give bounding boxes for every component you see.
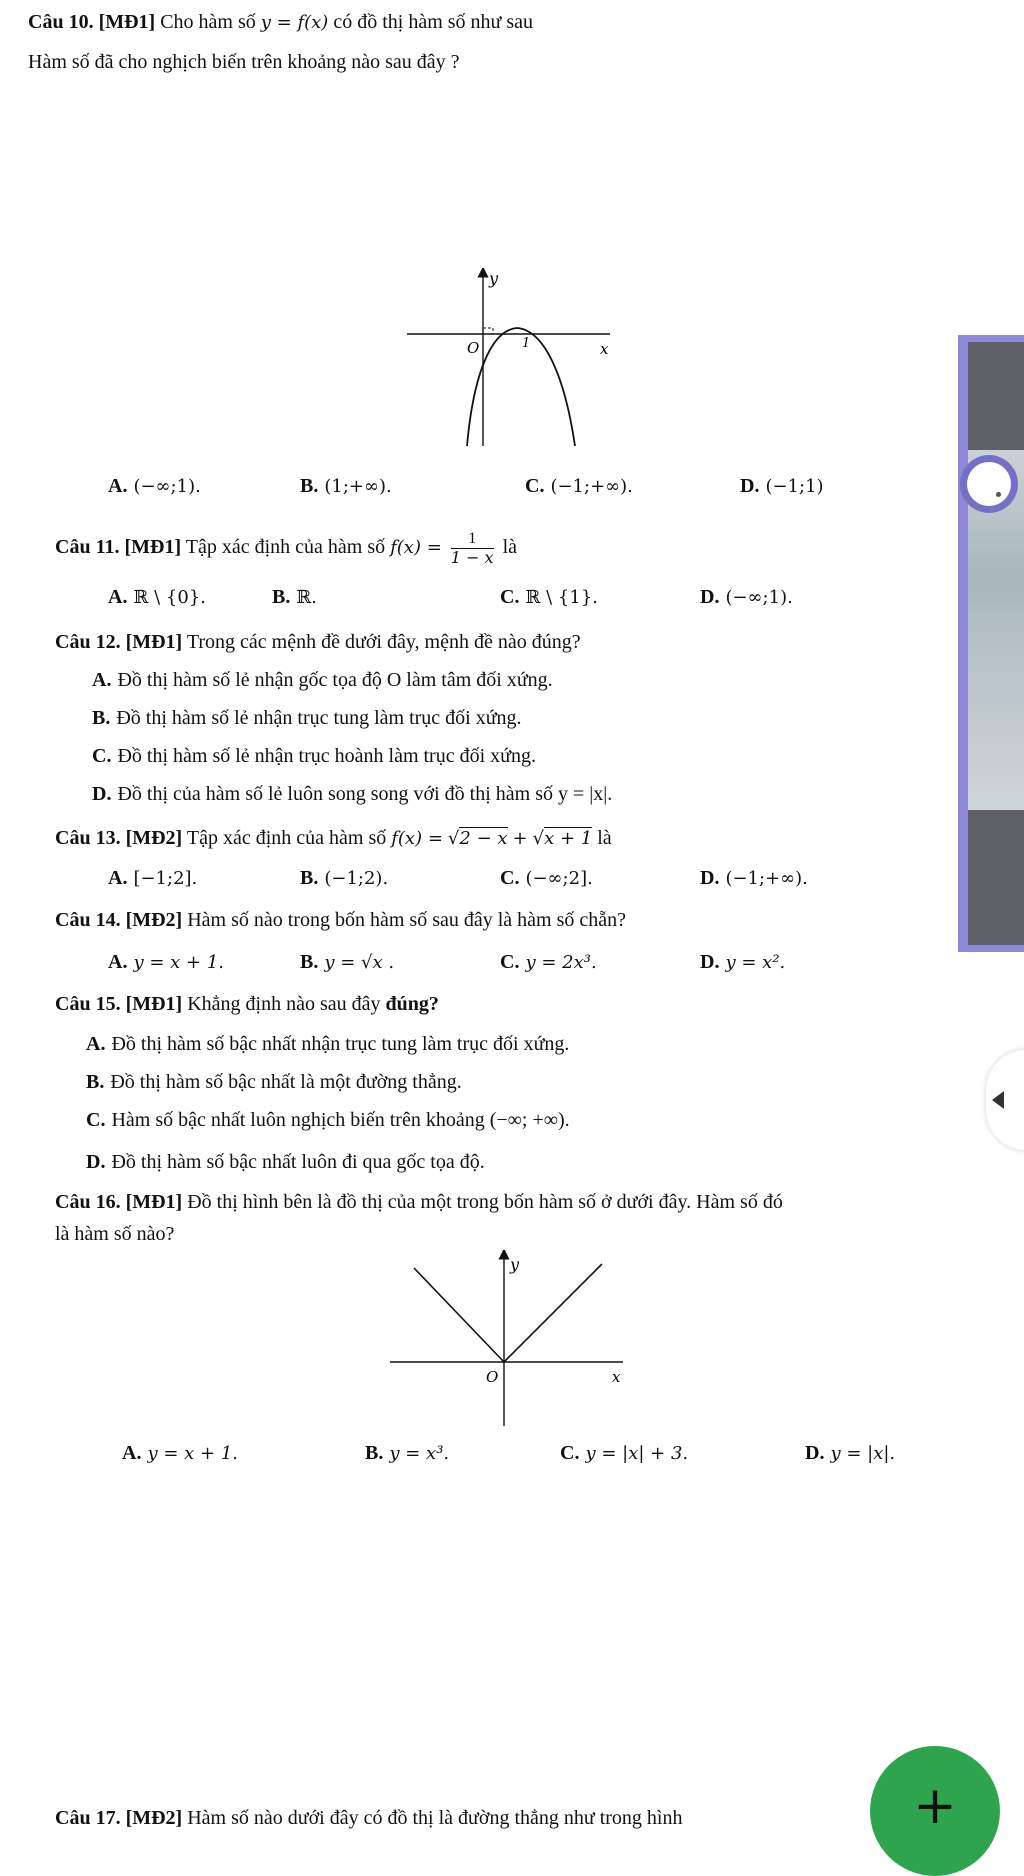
q11-option-d-value: (−∞;1). — [725, 587, 793, 608]
q15-option-b-label: B. — [86, 1071, 105, 1093]
q14-text: Hàm số nào trong bốn hàm số sau đây là hàm số chẵn? — [187, 909, 627, 931]
q16-option-a-label: A. — [122, 1442, 142, 1464]
q10-option-d[interactable] — [740, 474, 824, 499]
q16-header — [55, 1190, 783, 1214]
q13-plus: + — [512, 828, 528, 849]
q12-option-a-value: Đồ thị hàm số lẻ nhận gốc tọa độ O làm tâm đối xứng. — [117, 669, 553, 691]
q14-title: Câu 14. [MĐ2] — [55, 909, 183, 931]
q15-option-d-label: D. — [86, 1151, 106, 1173]
q14-option-c-label: C. — [500, 951, 520, 973]
q15-option-a[interactable] — [86, 1032, 569, 1056]
q16-x-label: x — [612, 1368, 621, 1386]
q15-title: Câu 15. [MĐ1] — [55, 993, 183, 1015]
q15-option-a-value: Đồ thị hàm số bậc nhất nhận trục tung làm trục đối xứng. — [111, 1033, 570, 1055]
q16-origin-label: O — [486, 1368, 499, 1386]
q15-option-d[interactable] — [86, 1150, 485, 1174]
q14-option-a-value: y = x + 1. — [133, 952, 224, 973]
q12-option-d-value: Đồ thị của hàm số lẻ luôn song song với đồ thị hàm số y = |x|. — [117, 783, 613, 805]
q16-option-d-label: D. — [805, 1442, 825, 1464]
q12-option-c-value: Đồ thị hàm số lẻ nhận trục hoành làm trục đối xứng. — [117, 745, 536, 767]
q15-option-c-label: C. — [86, 1109, 106, 1131]
q13-sqrt1: √2 − x — [447, 828, 508, 849]
q10-title: Câu 10. [MĐ1] — [28, 11, 156, 33]
q15-option-b[interactable] — [86, 1070, 462, 1094]
q14-option-b[interactable] — [300, 950, 394, 975]
q14-option-d[interactable] — [700, 950, 785, 975]
q16-title: Câu 16. [MĐ1] — [55, 1191, 183, 1213]
q11-option-a-value: ℝ \ {0}. — [133, 587, 206, 608]
q13-option-d-label: D. — [700, 867, 720, 889]
q16-y-label: y — [510, 1255, 520, 1274]
q11-option-c-value: ℝ \ {1}. — [525, 587, 598, 608]
floating-bubble-dot — [996, 492, 1001, 497]
q12-option-d-label: D. — [92, 783, 112, 805]
q16-v-right — [504, 1264, 602, 1362]
q13-text: Tập xác định của hàm số — [186, 827, 387, 849]
q11-option-a-label: A. — [108, 586, 128, 608]
q16-option-c-label: C. — [560, 1442, 580, 1464]
q15-text: Khẳng định nào sau đây — [187, 993, 381, 1015]
q10-y-label: y — [489, 269, 499, 288]
q14-option-d-value: y = x². — [725, 952, 786, 973]
q10-option-d-value: (−1;1) — [765, 476, 824, 497]
q16-option-b-value: y = x³. — [389, 1443, 450, 1464]
q14-option-c[interactable] — [500, 950, 597, 975]
q17-header — [55, 1806, 683, 1830]
q12-option-d[interactable] — [92, 782, 612, 806]
q15-text-bold: đúng? — [385, 993, 439, 1015]
q14-header — [55, 908, 626, 932]
q16-line2: là hàm số nào? — [55, 1223, 175, 1245]
q13-func-lhs: f(x) = — [391, 828, 443, 849]
q11-option-d[interactable] — [700, 585, 793, 610]
q17-title: Câu 17. [MĐ2] — [55, 1807, 183, 1829]
q10-option-c-label: C. — [525, 475, 545, 497]
q11-fraction — [451, 530, 494, 567]
q10-option-a-value: (−∞;1). — [133, 476, 201, 497]
q13-option-b-value: (−1;2). — [324, 868, 389, 889]
q11-option-c-label: C. — [500, 586, 520, 608]
q13-option-a-label: A. — [108, 867, 128, 889]
q11-text: Tập xác định của hàm số — [185, 536, 386, 559]
q13-option-a[interactable] — [108, 866, 197, 891]
q11-option-b-value: ℝ. — [296, 587, 318, 608]
q12-option-b[interactable] — [92, 706, 522, 730]
q16-graph — [388, 1250, 628, 1430]
q13-radicand1: 2 − x — [459, 828, 508, 849]
q10-option-b-value: (1;+∞). — [324, 476, 392, 497]
q14-option-c-value: y = 2x³. — [525, 952, 597, 973]
q12-option-a[interactable] — [92, 668, 553, 692]
q12-title: Câu 12. [MĐ1] — [55, 631, 183, 653]
q16-v-left — [414, 1268, 504, 1362]
q10-origin-label: O — [467, 339, 480, 357]
q13-title: Câu 13. [MĐ2] — [55, 827, 183, 849]
floating-bubble-inner — [967, 462, 1011, 506]
q16-option-c-value: y = |x| + 3. — [585, 1443, 689, 1464]
q13-radicand2: x + 1 — [544, 828, 593, 849]
q14-option-a-label: A. — [108, 951, 128, 973]
q12-header — [55, 630, 581, 654]
q16-option-b[interactable] — [365, 1441, 449, 1466]
q14-option-a[interactable] — [108, 950, 224, 975]
q13-option-b-label: B. — [300, 867, 319, 889]
q13-option-d-value: (−1;+∞). — [725, 868, 808, 889]
q10-header — [28, 10, 533, 35]
plus-icon: + — [913, 1776, 957, 1836]
q15-option-c[interactable] — [86, 1108, 570, 1132]
chevron-left-icon — [992, 1091, 1004, 1109]
q10-option-b[interactable] — [300, 474, 392, 499]
q10-option-a[interactable] — [108, 474, 201, 499]
q14-option-d-label: D. — [700, 951, 720, 973]
q12-option-b-label: B. — [92, 707, 111, 729]
q10-line2: Hàm số đã cho nghịch biến trên khoảng nào sau đây ? — [28, 51, 460, 73]
q13-tail: là — [597, 827, 612, 849]
q10-option-b-label: B. — [300, 475, 319, 497]
q10-text2: có đồ thị hàm số như sau — [333, 11, 534, 33]
q12-option-c[interactable] — [92, 744, 536, 768]
q16-option-d-value: y = |x|. — [830, 1443, 896, 1464]
q16-option-c[interactable] — [560, 1441, 688, 1466]
q10-func: y = f(x) — [260, 12, 329, 33]
q12-text: Trong các mệnh đề dưới đây, mệnh đề nào đúng? — [186, 631, 581, 653]
q13-header — [55, 826, 612, 851]
q13-option-c-label: C. — [500, 867, 520, 889]
q13-option-a-value: [−1;2]. — [133, 868, 198, 889]
q16-option-d[interactable] — [805, 1441, 895, 1466]
q10-text: Cho hàm số — [160, 11, 256, 33]
q15-option-c-value: Hàm số bậc nhất luôn nghịch biến trên khoảng (−∞; +∞). — [111, 1109, 570, 1131]
q12-option-a-label: A. — [92, 669, 112, 691]
q14-option-b-value: y = √x . — [324, 952, 395, 973]
q10-option-c-value: (−1;+∞). — [550, 476, 633, 497]
q13-option-c-value: (−∞;2]. — [525, 868, 593, 889]
q10-x-label: x — [600, 340, 609, 358]
q16-text: Đồ thị hình bên là đồ thị của một trong bốn hàm số ở dưới đây. Hàm số đó — [187, 1191, 783, 1213]
q13-option-c[interactable] — [500, 866, 593, 891]
q15-option-b-value: Đồ thị hàm số bậc nhất là một đường thẳng. — [110, 1071, 462, 1093]
q11-option-b-label: B. — [272, 586, 291, 608]
q11-func-lhs: f(x) = — [390, 537, 442, 559]
q11-tail: là — [502, 536, 518, 559]
q15-header — [55, 992, 439, 1016]
q10-graph — [405, 268, 615, 448]
q14-option-b-label: B. — [300, 951, 319, 973]
q10-option-c[interactable] — [525, 474, 633, 499]
q15-option-a-label: A. — [86, 1033, 106, 1055]
q11-option-b[interactable] — [272, 585, 317, 610]
q11-denominator: 1 − x — [450, 548, 494, 567]
q16-option-a[interactable] — [122, 1441, 238, 1466]
q11-option-d-label: D. — [700, 586, 720, 608]
q11-numerator: 1 — [451, 530, 494, 549]
q13-option-d[interactable] — [700, 866, 808, 891]
q15-option-d-value: Đồ thị hàm số bậc nhất luôn đi qua gốc tọa độ. — [111, 1151, 485, 1173]
q17-text: Hàm số nào dưới đây có đồ thị là đường thẳng như trong hình — [187, 1807, 683, 1829]
q11-option-a[interactable] — [108, 585, 206, 610]
q10-tick-label: 1 — [522, 336, 531, 351]
q11-title: Câu 11. [MĐ1] — [55, 536, 182, 559]
q11-header — [55, 530, 517, 576]
q10-option-a-label: A. — [108, 475, 128, 497]
q16-option-a-value: y = x + 1. — [147, 1443, 238, 1464]
q13-sqrt2: √x + 1 — [532, 828, 593, 849]
q12-option-b-value: Đồ thị hàm số lẻ nhận trục tung làm trục đối xứng. — [116, 707, 522, 729]
q13-option-b[interactable] — [300, 866, 388, 891]
q10-option-d-label: D. — [740, 475, 760, 497]
q16-option-b-label: B. — [365, 1442, 384, 1464]
q11-option-c[interactable] — [500, 585, 598, 610]
q12-option-c-label: C. — [92, 745, 112, 767]
